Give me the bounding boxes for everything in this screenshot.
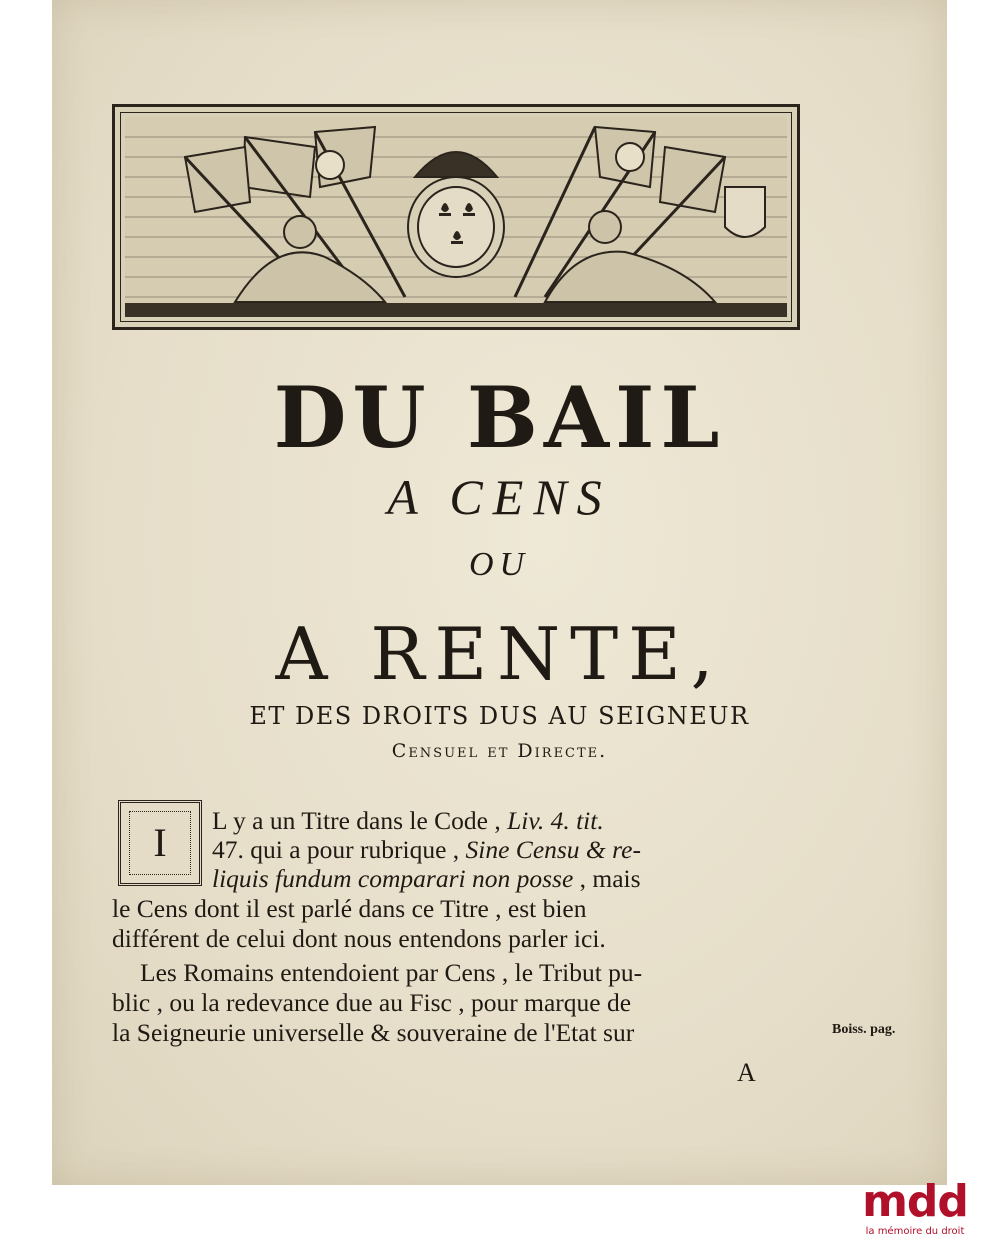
signature-mark: A: [737, 1058, 756, 1087]
logo-mark: mdd: [862, 1176, 968, 1227]
latin-italic: Sine Censu & re-: [465, 835, 641, 864]
engraved-headpiece: [112, 104, 800, 330]
margin-note: Boiss. pag.: [832, 1022, 896, 1037]
paragraph1-line2: [212, 835, 812, 864]
title-a-cens: A CENS: [387, 469, 612, 525]
paragraph2-line3: la Seigneurie universelle & souveraine de l'Etat sur: [112, 1018, 635, 1047]
text-run: 47. qui a pour rubrique ,: [212, 835, 466, 864]
paragraph2-line2: blic , ou la redevance due au Fisc , pour marque de: [112, 988, 632, 1017]
publisher-logo: [840, 1176, 990, 1240]
paragraph1-line4: le Cens dont il est parlé dans ce Titre , est bien: [112, 894, 587, 923]
text-run: , mais: [573, 864, 641, 893]
subtitle-droits: ET DES DROITS DUS AU SEIGNEUR: [249, 702, 750, 730]
paragraph1-line5: différent de celui dont nous entendons parler ici.: [112, 924, 606, 953]
title-a-rente: A RENTE,: [275, 612, 724, 696]
title-ou: OU: [468, 546, 531, 583]
paragraph1-line1: [212, 806, 812, 835]
paragraph1-line3: [212, 864, 812, 893]
book-page: [52, 0, 947, 1185]
paragraph2-line1: Les Romains entendoient par Cens , le Tribut pu-: [140, 958, 643, 987]
dropcap-letter: I: [153, 820, 167, 865]
latin-italic: liquis fundum comparari non posse: [212, 864, 574, 893]
title-du-bail: DU BAIL: [273, 368, 726, 467]
citation-italic: Liv. 4. tit.: [507, 806, 604, 835]
subtitle-censuel: Censuel et Directe.: [391, 740, 608, 762]
royal-arms-illustration: [125, 117, 787, 317]
dropcap-frame: [118, 800, 202, 886]
logo-tagline: la mémoire du droit: [865, 1226, 965, 1237]
text-run: L y a un Titre dans le Code ,: [212, 806, 508, 835]
